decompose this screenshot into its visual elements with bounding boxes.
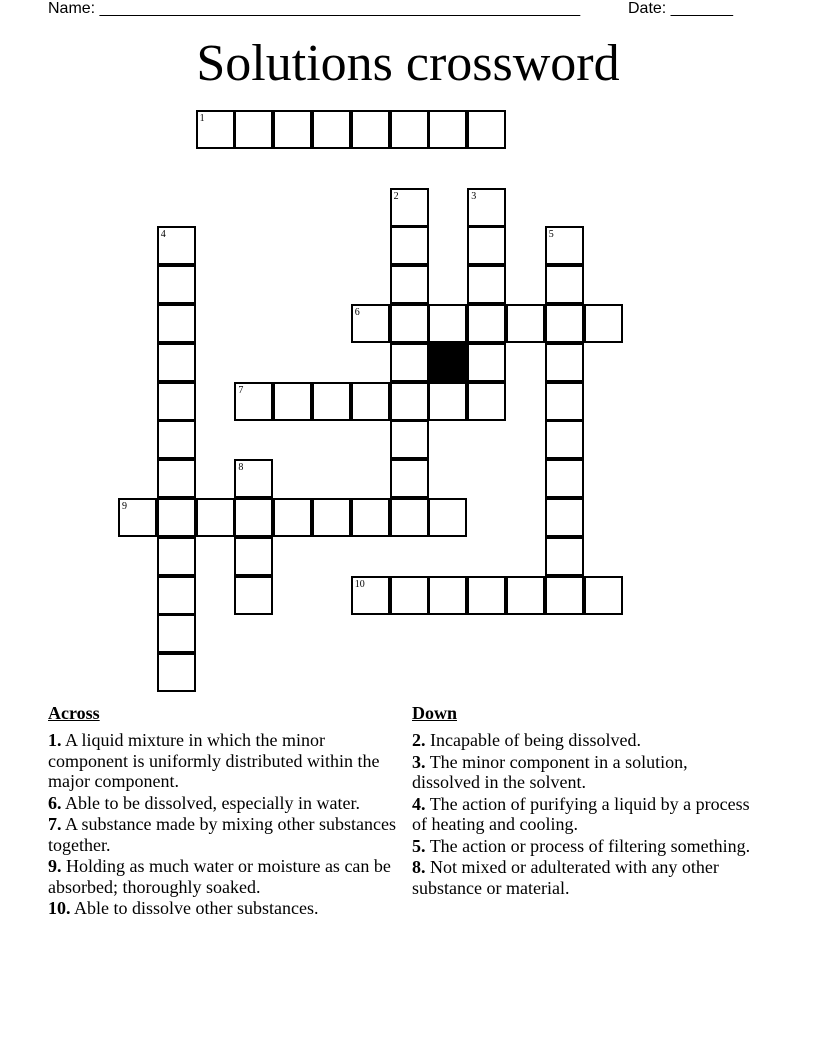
grid-cell[interactable] <box>351 576 390 615</box>
date-field-label[interactable]: Date: _______ <box>628 0 733 17</box>
grid-cell[interactable] <box>390 110 429 149</box>
grid-cell[interactable] <box>390 265 429 304</box>
grid-cell[interactable] <box>428 498 467 537</box>
grid-cell[interactable] <box>467 382 506 421</box>
grid-cell[interactable] <box>351 110 390 149</box>
grid-cell[interactable] <box>390 420 429 459</box>
grid-cell[interactable] <box>390 498 429 537</box>
grid-cell[interactable] <box>351 304 390 343</box>
down-clues <box>412 702 757 899</box>
grid-cell[interactable] <box>390 343 429 382</box>
grid-cell[interactable] <box>390 226 429 265</box>
grid-cell[interactable] <box>312 110 351 149</box>
clue-number: 10 <box>354 578 365 590</box>
grid-cell[interactable] <box>312 498 351 537</box>
grid-cell[interactable] <box>157 265 196 304</box>
grid-cell[interactable] <box>157 459 196 498</box>
grid-cell[interactable] <box>157 537 196 576</box>
grid-cell[interactable] <box>157 304 196 343</box>
black-cell <box>428 343 467 382</box>
clue-number: 7 <box>238 384 244 396</box>
grid-cell[interactable] <box>467 188 506 227</box>
grid-cell[interactable] <box>467 343 506 382</box>
grid-cell[interactable] <box>428 304 467 343</box>
grid-cell[interactable] <box>545 382 584 421</box>
grid-cell[interactable] <box>545 459 584 498</box>
clue-number: 2 <box>393 190 399 202</box>
grid-cell[interactable] <box>506 304 545 343</box>
grid-cell[interactable] <box>390 382 429 421</box>
grid-cell[interactable] <box>467 304 506 343</box>
grid-cell[interactable] <box>467 226 506 265</box>
grid-cell[interactable] <box>351 382 390 421</box>
grid-cell[interactable] <box>234 576 273 615</box>
grid-cell[interactable] <box>157 614 196 653</box>
clue-down-3: 3. The minor component in a solution, dissolved in the solvent. <box>412 751 688 792</box>
clue-across-6: 6. Able to be dissolved, especially in water. <box>48 792 360 813</box>
grid-cell[interactable] <box>428 382 467 421</box>
down-heading: Down <box>412 703 458 723</box>
page-title: Solutions crossword <box>196 35 620 92</box>
grid-cell[interactable] <box>467 110 506 149</box>
clue-number: 8 <box>238 462 244 474</box>
grid-cell[interactable] <box>545 576 584 615</box>
grid-cell[interactable] <box>545 343 584 382</box>
grid-cell[interactable] <box>545 226 584 265</box>
grid-cell[interactable] <box>506 576 545 615</box>
clue-number: 4 <box>160 229 166 241</box>
across-clues <box>48 702 408 920</box>
grid-cell[interactable] <box>390 188 429 227</box>
clue-across-9: 9. Holding as much water or moisture as can be absorbed; thoroughly soaked. <box>48 856 391 897</box>
grid-cell[interactable] <box>273 382 312 421</box>
grid-cell[interactable] <box>351 498 390 537</box>
grid-cell[interactable] <box>312 382 351 421</box>
grid-cell[interactable] <box>234 459 273 498</box>
clue-number: 1 <box>199 113 205 124</box>
clue-number: 3 <box>471 190 477 202</box>
grid-cell[interactable] <box>545 498 584 537</box>
clue-down-8: 8. Not mixed or adulterated with any other substance or material. <box>412 857 719 898</box>
grid-cell[interactable] <box>428 576 467 615</box>
grid-cell[interactable] <box>428 110 467 149</box>
clue-across-7: 7. A substance made by mixing other substances together. <box>48 814 396 855</box>
grid-cell[interactable] <box>545 265 584 304</box>
grid-cell[interactable] <box>196 110 235 149</box>
grid-cell[interactable] <box>234 382 273 421</box>
grid-cell[interactable] <box>545 537 584 576</box>
grid-cell[interactable] <box>234 537 273 576</box>
grid-cell[interactable] <box>157 653 196 692</box>
grid-cell[interactable] <box>390 576 429 615</box>
clue-down-5: 5. The action or process of filtering something. <box>412 835 751 856</box>
grid-cell[interactable] <box>157 226 196 265</box>
grid-cell[interactable] <box>584 304 623 343</box>
clue-across-1: 1. A liquid mixture in which the minor component is uniformly distributed within the major component. <box>48 730 380 791</box>
clue-number: 5 <box>548 229 554 241</box>
grid-cell[interactable] <box>467 576 506 615</box>
grid-cell[interactable] <box>390 459 429 498</box>
grid-cell[interactable] <box>157 420 196 459</box>
grid-cell[interactable] <box>157 576 196 615</box>
name-field-label[interactable]: Name: ______________________________________________________ <box>48 0 581 17</box>
clue-down-4: 4. The action of purifying a liquid by a process of heating and cooling. <box>412 793 750 834</box>
grid-cell[interactable] <box>234 498 273 537</box>
grid-cell[interactable] <box>118 498 157 537</box>
across-heading: Across <box>48 703 100 723</box>
grid-cell[interactable] <box>273 498 312 537</box>
clue-across-10: 10. Able to dissolve other substances. <box>48 898 319 918</box>
grid-cell[interactable] <box>545 420 584 459</box>
grid-cell[interactable] <box>273 110 312 149</box>
grid-cell[interactable] <box>157 498 196 537</box>
grid-cell[interactable] <box>157 343 196 382</box>
grid-cell[interactable] <box>467 265 506 304</box>
grid-cell[interactable] <box>234 110 273 149</box>
grid-cell[interactable] <box>390 304 429 343</box>
grid-cell[interactable] <box>196 498 235 537</box>
grid-cell[interactable] <box>157 382 196 421</box>
clue-number: 9 <box>122 501 127 512</box>
clue-number: 6 <box>354 307 360 318</box>
grid-cell[interactable] <box>584 576 623 615</box>
grid-cell[interactable] <box>545 304 584 343</box>
clue-down-2: 2. Incapable of being dissolved. <box>412 730 641 750</box>
